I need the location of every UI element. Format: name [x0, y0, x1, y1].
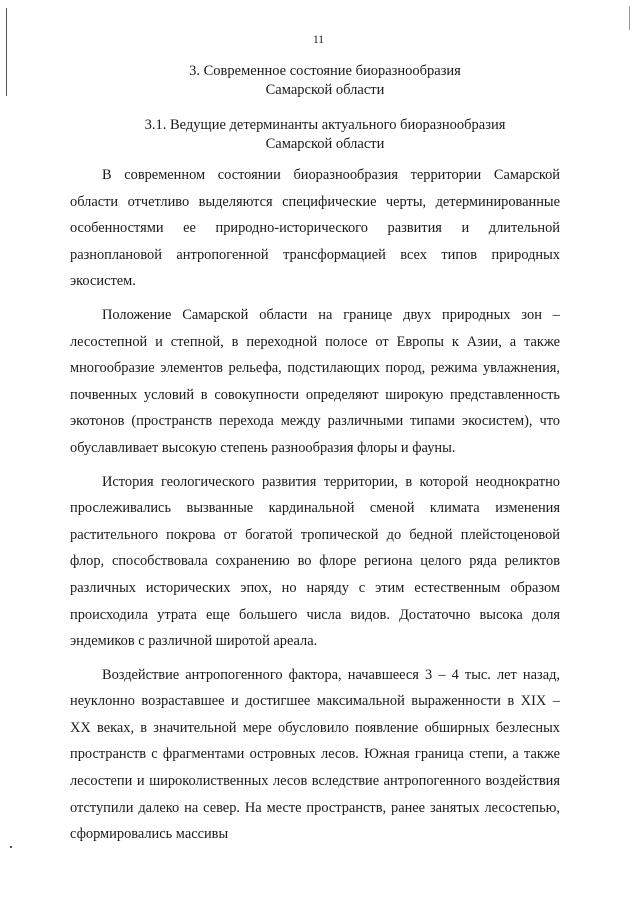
paragraph-1: В современном состоянии биоразнообразия территории Самарской области отчетливо выделяются специфические черты, детерминированные особенностями ее природно-исторического развития и длительной разноплановой антропогенной трансформацией всех типов природных экосистем. — [70, 167, 560, 290]
page-number: 11 — [312, 34, 325, 46]
section-heading — [60, 62, 590, 100]
paragraph-4: Воздействие антропогенного фактора, начавшееся 3 – 4 тыс. лет назад, неуклонно возраставшее и достигшее максимальной выраженности в XIX – XX веках, в значительной мере обусловило появление обширных безлесных пространств с фрагментами островных лесов. Южная граница степи, а также лесостепи и широколиственных лесов вследствие антропогенного воздействия отступили далеко на север. На месте пространств, ранее занятых лесостепью, сформировались массивы — [70, 666, 560, 843]
subsection-heading — [60, 116, 590, 154]
paragraph-2: Положение Самарской области на границе двух природных зон – лесостепной и степной, в переходной полосе от Европы к Азии, а также многообразие элементов рельефа, подстилающих пород, режима увлажнения, почвенных условий в совокупности определяют широкую представленность экотонов (пространств перехода между различными типами экосистем), что обуславливает высокую степень разнообразия флоры и фауны. — [70, 306, 560, 456]
scan-artifact-left — [6, 8, 7, 96]
section-heading-line-1: 3. Современное состояние биоразнообразия — [189, 63, 461, 79]
body-text — [70, 162, 560, 855]
scan-artifact-dot — [10, 846, 12, 848]
subsection-heading-line-1: 3.1. Ведущие детерминанты актуального биоразнообразия — [144, 117, 506, 133]
section-heading-line-2: Самарской области — [265, 82, 385, 98]
scan-artifact-right — [629, 6, 630, 30]
subsection-heading-line-2: Самарской области — [265, 136, 385, 152]
paragraph-3: История геологического развития территории, в которой неоднократно прослеживались вызванные кардинальной сменой климата изменения растительного покрова от богатой тропической до бедной плейстоценовой флор, способствовала сохранению во флоре региона целого ряда реликтов различных исторических эпох, но наряду с этим естественным образом происходила утрата еще большего числа видов. Достаточно высока доля эндемиков с различной широтой ареала. — [70, 473, 560, 650]
